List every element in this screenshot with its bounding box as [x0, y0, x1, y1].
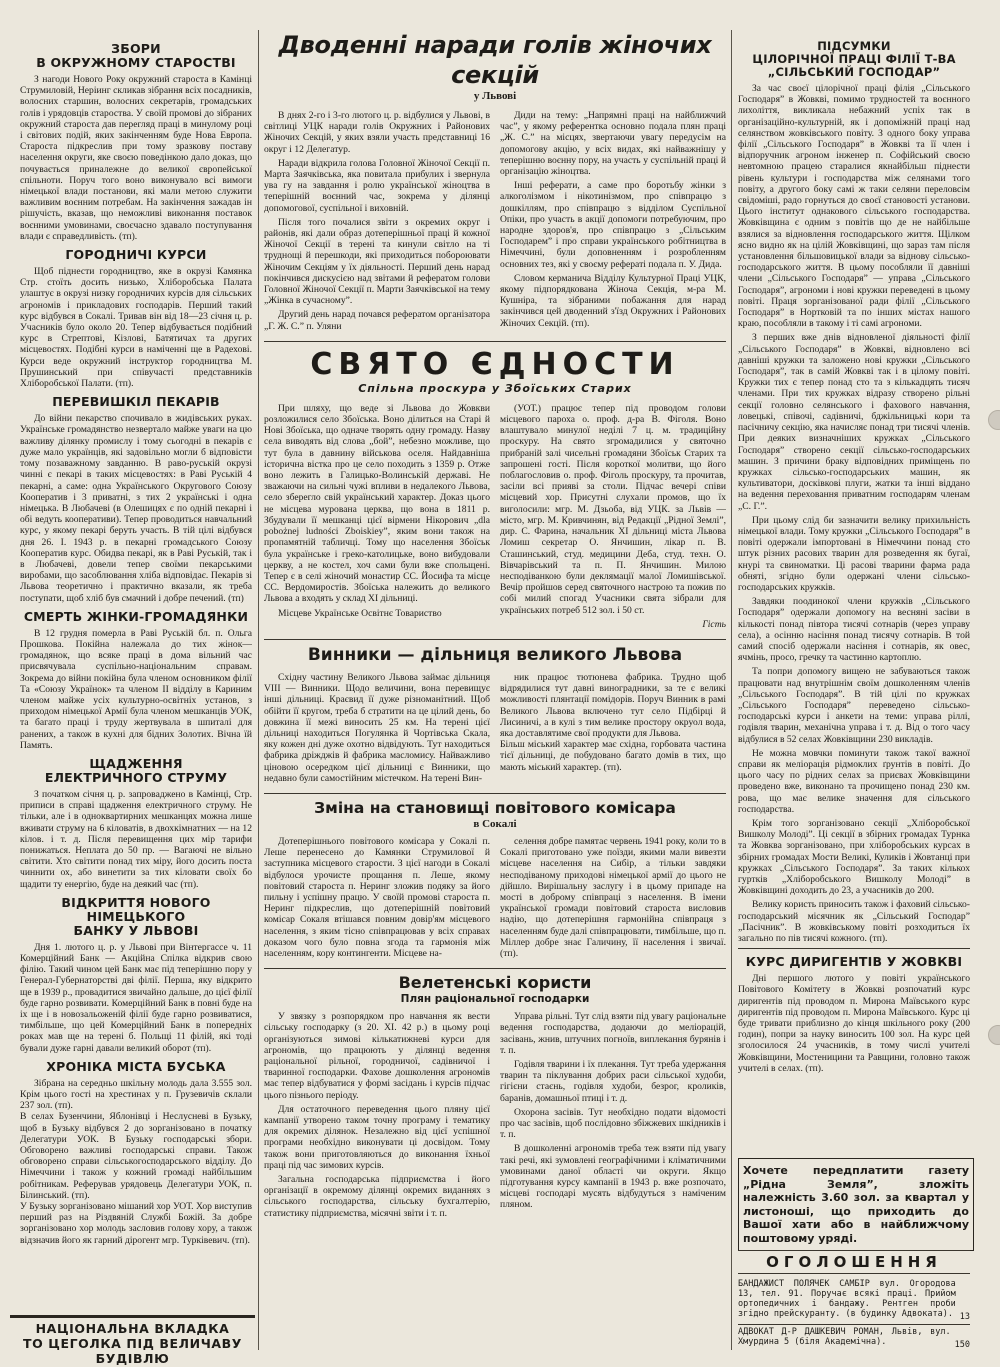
column-divider-right	[731, 30, 732, 1350]
para: Після того почалися звіти з окремих округ і районів, які дали образ дотеперішньої праці й кожної Жіночої Секції в терені та кинули світло на ті труднощі й перешкоди, які приходиться побороювати Жіночим Секціям у їх діяльності. Перший день нарад покінчився дискусією над звітами й рефератом голови Головної Жіночої Секції п. Марти Заячківської на тему „Жінка в сучасному”.	[264, 216, 490, 307]
ad-ref: 150	[954, 1340, 970, 1350]
headline-smert: СМЕРТЬ ЖІНКИ-ГРОМАДЯНКИ	[23, 608, 249, 624]
subscription-promo	[738, 1158, 974, 1251]
article-gorodnychi-kursy: Щоб піднести городництво, яке в окрузі Камянка Стр. стоїть досить низько, Хліборобська Палата улаштує в окрузі низку городничих курсів для сільських агрономів і прикладових господарів. Перший такий курс відбувся в Сокалі. Тривав він від 18—23 січня ц. р. Учасників було около 20. Тепер відбувається подібний курс в Стрептові, Кізлові, Батятичах та других місцевостях. Подібні курси в наміченні ще в Радехові. Курси веде окружний інструктор городництва М. Прушинський при співучасті представників Хліборобської Палати. (тп).	[20, 266, 252, 390]
para: В днях 2-го і 3-го лютого ц. р. відбулися у Львові, в світлиці УЦК наради голів Окружних і Районових Жіночих Секцій, у яких взяли участь представниці 16 округ і 12 Делегатур.	[264, 110, 490, 155]
centre-column	[264, 30, 726, 1358]
para: При цьому слід би зазначити велику прихильність німецької влади. Тому кружки „Сільського Господаря” в повіті одержали імпортовані в Німеччини понад сто штук різних расових тварин для розведення як бугаї, кнурі та свиноматки. Ці расові тварини фарма рада обняті, згідно були одержані члени сільсько-господарських кружків.	[738, 514, 970, 593]
para: селення добре памятає червень 1941 року, коли то в Сокалі приготовано уже поїзди, якими мали вивезти місцеве населення на Сибір, а тільки завдяки несподіваному приходові німецької армії до цього не дійшло. Вирішальну заслугу і в цьому припаде на мості в доброму співпраці з населення. В імени української громади повітовий староста висловив надію, що дотеперішня гармонійна співпраця з населенням буде далі співпрацювати, тимбільше, що п. Міллер добре знає Галичину, її населення і звичаї. (тп).	[500, 835, 726, 959]
article-bank: Дня 1. лютого ц. р. у Львові при Вінтергассе ч. 11 Комерційний Банк — Акційна Спілка відкрив свою філію. Такий чином цей Банк має під теперішню пору у Генерал-Губернаторстві дві філії. Перша, яку відкрито ще в 1939 р., провадитися звичайно дальше, до цієї філії буде гарно розвивати. Комерційний Банк в повні буде на іх ще і в новозальоженій філії буде гарно розвиватися, тимбільше, що цей Комерційний Банк в попередніх роках мав ще на терені б. Польщі 11 філій, які тоді бували дуже гарні давали великий оборот (тп).	[20, 941, 252, 1054]
headline-sviato-yednosty: СВЯТО ЄДНОСТИ	[310, 346, 680, 382]
para: У звязку з розпорядком про навчання як вести сільську господарку (з 20. ХІ. 42 р.) в цьому році організуються зимові кількатижневі курси для агрономів, що працюють у ділянці ведення раціональної рільної, городничої, садівничої і тваринної господарки. Фахове дошколення агрономів має тепер відбуватися у формі засідань і курсів підчас цього пізнього періоду.	[264, 1011, 490, 1101]
para: Завдяки поодинокої члени кружків „Сільського Господаря” одержали допомогу на весняні засіви в кількості понад півтора тисячі сотнарів (через управу села), а осінню насіння понад тисячу сотнарів. В той самий спосіб одержали насіння і сотнарів, як овес, ячмінь, просо, гречку та частинно картоплю.	[738, 596, 970, 664]
divider	[264, 793, 726, 794]
headline-veletenski: Велетенські користи	[398, 973, 592, 993]
ad-text: БАНДАЖИСТ ПОЛЯЧЕК САМБІР вул. Огородова 13, тел. 91. Поручає всякі праці. Прийом ортопедичних і бандажу. Рентген проби згідно прейскуранту. (в будинку Адвоката).	[738, 1279, 956, 1319]
para: Загальна господарська підприємства і його організації в окремому ділянці окремих виданнях з сільського господарства, сільську бухгалтерію, статистику підприємства, місячні звіти і т. п.	[264, 1174, 490, 1219]
subhead-sokal: в Сокалі	[473, 817, 517, 830]
para: В дошколенні агрономів треба теж взяти під увагу такі речі, які зумовлені географічними і кліматичними умовинами даної області чи округи. Якщо підготування курсу кампанії в 1943 р. вже розпочато, місцеві господарі мусять відбудуться з наміченим пляном.	[500, 1143, 726, 1211]
para: Охорона засівів. Тут необхідно подати відомості про час засівів, щоб послідовно збіжжевих шкідників і т. п.	[500, 1106, 726, 1141]
banner-text: НАЦІОНАЛЬНА ВКЛАДКА ТО ЦЕГОЛКА ПІД ВЕЛИЧАВУ БУДІВЛЮ	[22, 1321, 243, 1366]
article-zbory: З нагоди Нового Року окружний староста в Камінці Струмиловій, Неріинг скликав зібрання всіх посадників, волосних старшин, волосних секретарів, громадських голів і урядовців староства. У своїй промові до зібраних окружний староста дав перегляд праці в минулому році і світових подій, яких закінченням буде Нова Европа. Староста підкреслив при тому зразкову поставу населення округи, яке своєю поведінкою дало доказ, що почувається приналежне до великої європейської спільноти. Поруч того воно виконувало всі вимоги німецької влади постанови, які мали метою служити важливим воєнним потребам. На закінчення зажадав ін рішучість, вказав, що неможливі виконання поставок воєнними умовинами, своєчасно здавало поступування влади є справедливість. (тп).	[20, 74, 252, 242]
promo-text: Хочете передплатити газету „Рідна Земля”, зложіть належність 3.60 зол. за квартал у листоноші, що приходить до Вашої хати або в найближчому поштовому уряді.	[743, 1164, 969, 1245]
ads-title: ОГОЛОШЕННЯ	[766, 1253, 942, 1271]
headline-shchadzhennia: ЩАДЖЕННЯ ЕЛЕКТРИЧНОГО СТРУМУ	[44, 755, 228, 785]
subhead-lvov: у Львові	[473, 90, 517, 102]
headline-busk: ХРОНІКА МІСТА БУСЬКА	[46, 1058, 226, 1074]
subhead-proskura: Спільна проскура у Збоїських Старих	[358, 381, 632, 395]
divider	[738, 1273, 970, 1274]
ads-section	[738, 1250, 970, 1352]
para: Годівля тварини і їх плекання. Тут треба удержання тварин та піклування добрих раси сільської худоби, гігієни стаєнь, годівля худоби, безрог, кроликів, баранів, домашньої птиці і т. д.	[500, 1059, 726, 1104]
right-column	[738, 34, 970, 1154]
ad-ref: 13	[959, 1312, 970, 1322]
headline-kurs-dyryhentiv: КУРС ДИРИГЕНТІВ У ЖОВКВІ	[745, 954, 963, 970]
divider	[738, 948, 970, 949]
para: Управа рільні. Тут слід взяти під увагу раціональне ведення господарства, додаючи до меліорацій, засівань, жнив, штучних погноїв, виплекання бурянів і т. п.	[500, 1011, 726, 1056]
article-smert: В 12 грудня померла в Раві Руській бл. п. Ольга Прошкова. Покійна належала до тих жінок—громадянок, що всяке праці в дома вільний час присвячувала суспільно-національним справам. Зокрема до війни покійна була членом основником філії Та «Союзу Українок» та членом ІІ відділу в Кариним членом майже усіх культурно-освітніх установ, з приходом німецької Армії була членом мешканців УОК, та багато праці і труду жертвувала в шпиталі для ранених, а також в кухні для бідних Золотих. Вічна їй Память.	[20, 627, 252, 751]
headline-bank: ВІДКРИТТЯ НОВОГО НІМЕЦЬКОГО БАНКУ У ЛЬВОВІ	[61, 894, 211, 938]
para: Східну частину Великого Львова займає дільниця VIII — Винники. Щодо величини, вона перевищує інші дільниці. Краєвид її дуже різноманітний. Щоб обійти її кругом, треба б стратити на це цілий день, бо довжина її межі виносить 25 км. На терені цієї дільниці находиться Погулянка й Чортівська Скала, яку кожен дні дуже охотно відвідують. Тут находиться фабрика дріжджів й фабрика масломису. Найважливо ціновою осередком цієї дільниці є Винники, що недавно були самостійним містечком. На терені Вин-	[264, 671, 490, 784]
para: Інші реферати, а саме про боротьбу жінки з алкоголізмом і нікотинізмом, про співпрацю з дошкіллям, про співпрацю з відділом Суспільної Опіки, про участь в акції допомоги потребуючим, про народне здоров'я, про співпрацю з „Сільським Господарем” і про справи українського робітництва в Німеччині, були доповненням і розробленням основних тез, які у своєму рефераті подала п. У. Дида.	[500, 180, 726, 270]
para: (УОТ.) працює тепер під проводом голови місцевого пароха о. проф. д-ра В. Фіголя. Воно влаштувало минулої неділі 7 ц. м. традиційну проскуру. На свято згромадилися у святочно прибраній залі чисельні громадяни Збоїськ Старих та запрошені гості. Після короткої молитви, що його поблагословив о. проф. Фіголь проскуру, та прочитав, засіли всі прияві за столи. Підчас вечері співи місцевий хор. Присутні слухали промов, що їх виголосили: мгр. М. Дзьоба, від УЦК. за Львів — місто, мгр. М. Кривчинян, від Редакції „Рідної Землі”, дир. С. Фарина, начальник ХІ дільниці міста Львова Ломиш секретар О. Янчишин, лікар п. В. Сташинський, студ. медицини Деба, студ. техн. О. Вівчарівський та п. П. Янчишин. Милою несподіванкою були деклямації малої Ломишівської. Вечір пройшов серед святочного настрою та пожив по собі милий спогад Учасники свята зібрали для українських потреб 512 зол. і 50 ст.	[500, 402, 726, 616]
signature: Гість	[702, 618, 726, 630]
para: Словом керманича Відділу Культурної Праці УЦК, якому підпорядкована Жіноча Секція, м-ра М. Кушніра, та зібраними побажання для нарад закінчився цей дводенний з'їзд Окружних і Районових Жіночих Секцій. (тп).	[500, 272, 726, 329]
column-divider-left	[258, 30, 259, 1350]
binder-hole	[988, 410, 1000, 430]
article-busk: Зібрана на середньо шкільну молодь дала 3.555 зол. Крім цього гості на хрестинах у п. Грузевичів склали 237 зол. (тп). В селах Бузенчини, Яблонівці і Неслусневі в Бузьку, щоб в Бузьку відбувся 2 до зорганізовано в початку Делегатури УОК. В Бузьку господарські збори. Обговорено важливі господарські справи. Також обговорено справи сільськогосподарського відділу. До Німеччини і також у кожний громаді найбільшим робітникам. Реферував урядовець Делегатури УОК, п. Білинський. (тп). У Бузьку зорганізовано мішаний хор УОТ. Хор виступив перший раз на Різдвяній Службі Божій. За добре зорганізовано хор молодь засловив голову хору, а також відзначив його як гарний дірогент мгр. Турківевич. (тп).	[20, 1077, 252, 1246]
para: За час своєї цілорічної праці філія „Сільського Господаря” в Жовкві, помимо трудностей та воєнного лихоліття, викликала небажний успіх так в організаційно-культурній, як і допоміжній праці над селянством жовківського повіту. З одного боку управа філії „Сільського Господаря” в Жовкві та її член і відпоручник агроном інженер п. Софійський своєю невтомною працею старалися якнайбільш піднести рівень культури і господарства між селянами того повіту, а другого боку самі ж таки селяни переловсім свідоміші, радо горнуться до своєї становості установи. Цього інститут однакового сільського господарства. Жовківщина є одним з повітів що де не найбільше взялися за відновлення господарського життя. Щілком ясно видно як на цілій Жовківщині, що зараз там після установлення більшовицької влади за віднову сільсько-господарського життя. В цьому пособляли її давніші члени „Сільського Господаря” — управа „Сільського Господаря”, агрономи і нові кружки переведені в цьому повіті. Праця зорганізованої ради філії „Сільського Господаря” в Нортковій та по інших містах нашого краю, пособляли в такому і ті самі агрономи.	[738, 83, 970, 330]
divider	[264, 968, 726, 969]
para: Наради відкрила голова Головної Жіночої Секції п. Марта Заячківська, яка повитала прибулих і звернула ува гу на завдання і ролю української жіноцтва в теперішній воєнний час, зокрема у ділянці допомогової, суспільної і виховній.	[264, 157, 490, 214]
left-column	[20, 36, 252, 1346]
article-zmina	[264, 836, 726, 962]
para: Не можна мовчки поминути також такої важної справи як меліорація рідмоклих ґрунтів в повіті. До цього часу по рідних селах за приєвах Жовківщини проведено вже, виконано та прочищено понад 230 км. рова, що має велике значення для сільського господарства.	[738, 747, 970, 815]
para: Крім того зорганізовано секції „Хліборобської Вишколу Молоді”. Ці секції в збірних громадах Турнка та Жовква зорганізовано, при хліборобських курсах в збірних громадах Мости Великі, Куликів і Жовтанці при кружках „Сільського Господаря”. За таких кількох гуртків „Хліборобського Вишколу Молоді” в Жовківщині доходить до 23, а учасників до 200.	[738, 818, 970, 897]
para: З перших вже днів відновленої діяльності філії „Сільського Господаря” в Жовкві, відновлено всі давніші кружки та заложено нові кружки „Сільського Господаря”, так в самій Жовкві так і в цілому повіті. Кружки тих є тепер понад сто та з кількадцять тисяч членами. При тих кружках відразу створено рільні секції головно селянського і фахового навчання, ловецькі, співочі, садівничі, бджільницькі кори та пасічничу секцію, яка начисляє понад три тисячі членів. При деяких визначніших кружках „Сільського Господаря” створено секції сільсько-господарських машин. З причини браку відповідних приміщень по кружках сільсько-господарських машин, як культиватори, досківкові плуги, жатки та інші віддано на ведення переховання приватним господарям членам „С. Г.”.	[738, 332, 970, 512]
article-shchadzhennia: З початком січня ц. р. запроваджено в Камінці, Стр. приписи в справі щадження електричного струму. Не тільки, але і в одноквартирних мешканцях можна лише вживати струму на 6 кіловатів, в двохкімнатних — на 12 кілов. і т. д. Після перевищення цих мір тарифи понижаться. Неплата до 50 пр. — Вагаючі не вільно світити. Хто світити понад тих міру, його досить поста чиннити ох, або винетити за тих кіловати своїх бо щадити ту енергію, буде на деякий час (тп).	[20, 788, 252, 890]
para: Та попри допомогу вищею не забуваються також працювати над внутрішнім своїм дошколенням членів „Сільського Господаря”. В тій цілі по кружках „Сільського Господаря” переведено сільсько-господарські курси і анкети на теми: управа ріллі, годівля тварин, механічна управа і т. д. Від о того часу відбулися в 52 селах Жовківщини 230 викладів.	[738, 666, 970, 745]
para: При шляху, що веде зі Львова до Жовкви розложилися село Збоїська. Воно ділиться на Старі й Нові Збоїська, що одначе творять одну громаду. Назву села виводять від слова „бой”, небезно можливе, що тут була в давнину військова оселя. Найдавніша історична вістка про це село походить з 1359 р. Отже воно лежить в Галицько-Волинській державі. Не зважаючи на сильні чужі впливи в недалекого Львова, село зберегло свій український характер. Доказ цього не місцева мурована церква, що вона в 1811 р. Збудували її мешканці цієї вірмени Нікорович „dla pobożnej ludności Zboiskiey”, яким вони також на пропамятній табличці. Тому що населення Збоїськ була українське і греко-католицьке, воно вибудовали церкву, а не костел, хоч сами були вже спольщені. Тепер є в селі жіночий монастир СС. Йосифа та місце СС. Вердомиростів. Збоїська належить до великого Львова а входять у склад ХІ дільниці.	[264, 402, 490, 605]
binder-hole	[988, 1025, 1000, 1045]
para: Диди на тему: „Напрямні праці на найближчий час”, у якому референтка основно подала плян праці „Ж. С.” на місцях, звертаючи увагу передусім на допомогову акцію, у всіх видах, які найважнішу у теперішню воєнну пору, на участь у суспільній праці й організацію жіноцтва.	[500, 110, 726, 178]
ad-item	[738, 1325, 970, 1352]
headline-gorodnychi-kursy: ГОРОДНИЧІ КУРСИ	[65, 247, 207, 263]
article-kurs-dyryhentiv: Дні першого лютого у повіті українського Повітового Комітету в Жовкві розпочатий курс диригентів під проводом п. Мирона Маївського курс диригентів під проводом п. Мирона Маївського. Курс ці буде тривати приблизно до кінця шкільного року (200 годин), попри за науку виносить 100 зол. На курс цей зголосилося 24 учасників, в тому числі учителі Жовківщини, Мостеницини та Равщини, головно також учителі в селах. (тп).	[738, 973, 970, 1074]
article-vynnyky	[264, 672, 726, 787]
para: Для остаточного переведення цього пляну цієї кампанії утворено таком точну програму і тематику для окремих ділянок. Незалежно від цієї успішної програми необхідно виконувати ці досвідом. Тому також вони приготовляються до виконання їхньої праці під час зимових курсів.	[264, 1103, 490, 1171]
article-zhinochi-sektsii	[264, 110, 726, 335]
headline-zbory: ЗБОРИ В ОКРУЖНОМУ СТАРОСТВІ	[36, 41, 236, 70]
article-veletenski	[264, 1011, 726, 1222]
para: Дотеперішнього повітового комісара у Сокалі п. Леше перенесено до Камянки Струмилової й заступника місцевого старости. З цієї нагоди в Сокалі відбулося урочисте прощання п. Леше, якому повітовий староста п. Неринг зложив подяку за його пильну і успішну працю. У своїй промові староста п. Неринг підкреслив, що дотеперішній повітовий комісар Сокаля втішався повним довір'ям місцевого населення, з яким тісно співпрацював у всіх справах доказом чого було повна згода та гармонія між населенням, кору контингенти. Місцеве на-	[264, 835, 490, 959]
left-banner	[10, 1315, 255, 1366]
headline-perevyshkil: ПЕРЕВИШКІЛ ПЕКАРІВ	[52, 394, 220, 410]
headline-pidsumky: ПІДСУМКИ ЦІЛОРІЧНОЇ ПРАЦІ ФІЛІЇ Т-ВА „СІЛЬСЬКИЙ ГОСПОДАР”	[752, 39, 956, 79]
subhead-plian: Плян раціональної господарки	[400, 993, 590, 1006]
para: ник працює тютюнева фабрика. Трудно щоб відрядилися тут давні виноградники, за те є великі можливості плянтації помідорів. Поруч Винник в рамі Великого Львова включено тут село Підбірці й Лисиничі, а в кулі з тим велике простору окруол вода, яка доставлятиме свої продукти для Львова. Більш міський характер має східна, горбоватa частина тієї дільниці, де побудовано багато домів в тих, що мають міський характер. (тп).	[500, 671, 726, 773]
para: Другий день нарад почався рефератом організатора „Г. Ж. С.” п. Уляни	[264, 309, 490, 332]
headline-zmina-komisara: Зміна на становищі повітового комісара	[314, 798, 676, 817]
headline-zhinochi-sektsii: Дводенні наради голів жіночих секцій	[278, 31, 712, 89]
divider	[264, 639, 726, 640]
article-perevyshkil: До війни пекарство спочивало в жидівських руках. Українське громадянство незвертало майже уваги на цю важливу ділянку промислу і тому сьогодні в пекарів є дуже мало українців, які задовільно могли б відповісти тому позаважному завданню. В раво-руській окрузі чинні є пекарі в таких місцевостях: в Раві Руській 4 пекарні, а саме: одна Українського Округового Союзу Кооператив і 3 приватні, з тих 2 українські і одна німецька. В Любачеві (в Олешицях є по одній пекарні і обі ведуть кооперативи). Тепер проводиться навчальний курс, у якому пекарі беруть участь. В тій цілі відбувся дня 26. І. 1943 р. в пекарні громадського Союзу Кооператив курс. Обидва пекарі, як в Раві Руській, так і в Любачеві, довели тепер своїми пекарськими виробами, що засоблювання хліба відповідає. Пекарів зі Львова теоретично і практично вказали, як треба поступати, щоб хліб був смачний і добре печений. (тп)	[20, 413, 252, 604]
article-sviato	[264, 403, 726, 633]
ad-text: АДВОКАТ Д-Р ДАШКЕВИЧ РОМАН, Львів, вул. Хмурдина 5 (біля Академічна).	[738, 1327, 951, 1347]
para: Велику користь приносить також і фаховий сільсько-господарський місячник як „Сільський Господар” „Пасічник”. В жовківському повіті розходиться їх загально по пів тисячі кожного. (тп).	[738, 899, 970, 945]
headline-vynnyky: Винники — дільниця великого Львова	[307, 644, 683, 665]
ad-item	[738, 1277, 970, 1325]
divider	[264, 341, 726, 342]
para: Місцеве Українське Освітнє Товариство	[278, 607, 442, 619]
